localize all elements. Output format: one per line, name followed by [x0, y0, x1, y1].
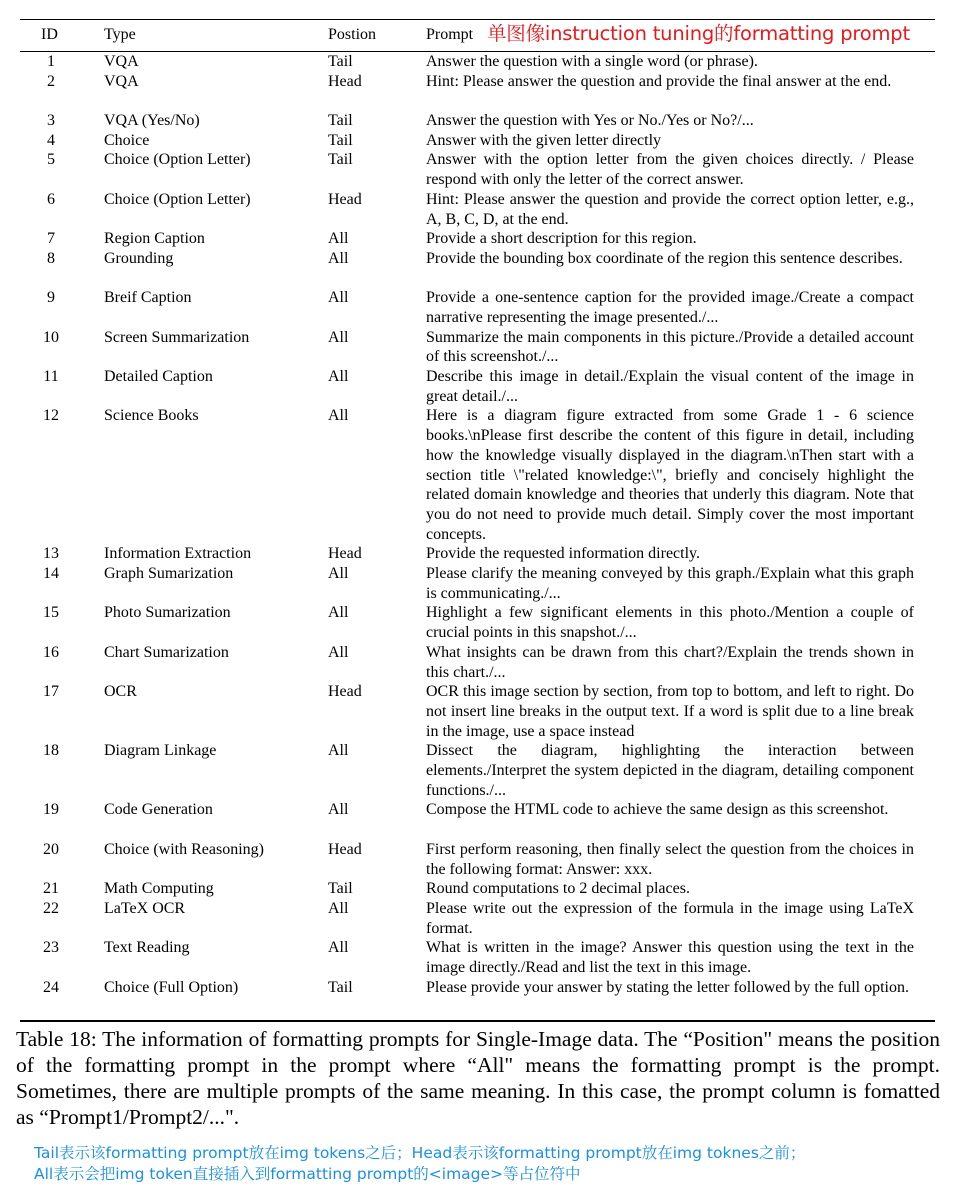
row-position: All	[328, 742, 349, 760]
row-position: Head	[328, 840, 362, 858]
table-row	[20, 72, 935, 111]
row-prompt: Highlight a few significant elements in this photo./Mention a couple of crucial points in this snapshot./...	[426, 604, 914, 642]
table-row	[20, 741, 935, 800]
row-position: All	[328, 328, 349, 346]
row-type: Text Reading	[104, 939, 190, 957]
row-position: Head	[328, 545, 362, 563]
row-position: Tail	[328, 112, 353, 130]
table-row	[20, 328, 935, 367]
table-row	[20, 249, 935, 288]
row-id: 23	[43, 939, 59, 957]
table-caption: Table 18: The information of formatting prompts for Single-Image data. The “Position" means the position of the formatting prompt in the prompt where “All" means the formatting prompt is the prompt. Sometimes, there are multiple prompts of the same meaning. In this case, the prompt column is fomatted as “Prompt1/Prompt2/...".	[16, 1027, 940, 1129]
row-position: All	[328, 899, 349, 917]
row-type: VQA (Yes/No)	[104, 112, 200, 130]
table-row	[20, 978, 935, 1017]
row-position: Head	[328, 72, 362, 90]
row-type: VQA	[104, 72, 139, 90]
row-id: 20	[43, 840, 59, 858]
row-type: Choice (Option Letter)	[104, 190, 251, 208]
row-position: Tail	[328, 880, 353, 898]
row-id: 1	[47, 53, 55, 70]
header-id: ID	[41, 26, 58, 43]
table-row	[20, 288, 935, 327]
table-row	[20, 406, 935, 544]
row-position: All	[328, 565, 349, 583]
table-row	[20, 544, 935, 564]
row-id: 5	[47, 151, 55, 169]
table-row	[20, 879, 935, 899]
row-prompt: First perform reasoning, then finally select the question from the choices in the following format: Answer: xxx.	[426, 840, 914, 878]
row-position: All	[328, 368, 349, 386]
row-type: Choice	[104, 131, 150, 149]
row-position: All	[328, 643, 349, 661]
annotation-title: 单图像instruction tuning的formatting prompt	[487, 22, 910, 45]
row-prompt: What insights can be drawn from this chart?/Explain the trends shown in this chart./...	[426, 643, 914, 681]
row-id: 22	[43, 899, 59, 917]
row-prompt: Please provide your answer by stating the letter followed by the full option.	[426, 978, 909, 996]
row-type: Choice (Option Letter)	[104, 151, 251, 169]
row-id: 24	[43, 978, 59, 996]
row-prompt: Provide the bounding box coordinate of the region this sentence describes.	[426, 249, 903, 267]
row-position: Tail	[328, 978, 353, 996]
table-row	[20, 800, 935, 839]
table-row	[20, 899, 935, 938]
row-id: 21	[43, 880, 59, 898]
row-prompt: Dissect the diagram, highlighting the interaction between elements./Interpret the system depicted in the diagram, detailing component functions./...	[426, 742, 914, 799]
row-id: 10	[43, 328, 59, 346]
row-prompt: Answer with the option letter from the given choices directly. / Please respond with only the letter of the correct answer.	[426, 151, 914, 189]
row-type: Chart Sumarization	[104, 643, 229, 661]
header-type: Type	[104, 26, 136, 43]
row-prompt: Answer the question with a single word (or phrase).	[426, 53, 758, 70]
annotation-note-line-2: All表示会把img token直接插入到formatting prompt的<image>等占位符中	[34, 1165, 581, 1183]
row-type: Choice (Full Option)	[104, 978, 239, 996]
row-position: Tail	[328, 151, 353, 169]
row-id: 7	[47, 230, 55, 248]
row-id: 4	[47, 131, 55, 149]
row-id: 19	[43, 801, 59, 819]
row-type: Screen Summarization	[104, 328, 250, 346]
row-position: Tail	[328, 53, 353, 70]
row-type: Detailed Caption	[104, 368, 213, 386]
table-row	[20, 367, 935, 406]
row-id: 18	[43, 742, 59, 760]
row-prompt: Hint: Please answer the question and provide the final answer at the end.	[426, 72, 892, 90]
row-id: 13	[43, 545, 59, 563]
row-id: 12	[43, 407, 59, 425]
row-prompt: Answer with the given letter directly	[426, 131, 662, 149]
row-prompt: Answer the question with Yes or No./Yes or No?/...	[426, 112, 754, 130]
row-position: Head	[328, 683, 362, 701]
row-position: All	[328, 939, 349, 957]
row-position: Head	[328, 190, 362, 208]
row-prompt: Summarize the main components in this picture./Provide a detailed account of this screenshot./...	[426, 328, 914, 366]
row-position: All	[328, 230, 349, 248]
row-type: Math Computing	[104, 880, 214, 898]
table-row	[20, 840, 935, 879]
row-id: 14	[43, 565, 59, 583]
row-prompt: Here is a diagram figure extracted from some Grade 1 - 6 science books.\nPlease first describe the content of this figure in detail, including how the knowledge visually displayed in the diagram.\nThen start with a section title \"related knowledge:\", briefly and concisely highlight the related domain knowledge and theories that underly this diagram. Note that you do not need to provide much detail. Simply cover the most important concepts.	[426, 407, 914, 543]
table-row	[20, 938, 935, 977]
row-type: Region Caption	[104, 230, 205, 248]
row-type: Choice (with Reasoning)	[104, 840, 264, 858]
row-prompt: Provide the requested information directly.	[426, 545, 700, 563]
row-id: 15	[43, 604, 59, 622]
row-type: Grounding	[104, 249, 174, 267]
table-bottom-rule	[20, 1020, 935, 1022]
row-prompt: Hint: Please answer the question and provide the correct option letter, e.g., A, B, C, D, at the end.	[426, 190, 914, 228]
row-prompt: Provide a one-sentence caption for the provided image./Create a compact narrative representing the image presented./...	[426, 289, 914, 327]
row-type: Diagram Linkage	[104, 742, 217, 760]
row-id: 16	[43, 643, 59, 661]
row-type: OCR	[104, 683, 137, 701]
table-row	[20, 150, 935, 189]
row-prompt: Describe this image in detail./Explain the visual content of the image in great detail./...	[426, 368, 914, 405]
table-body	[20, 52, 935, 1017]
row-type: Information Extraction	[104, 545, 252, 563]
header-prompt: Prompt	[426, 26, 474, 43]
row-id: 6	[47, 190, 55, 208]
row-position: Tail	[328, 131, 353, 149]
annotation-note-line-1: Tail表示该formatting prompt放在img tokens之后；Head表示该formatting prompt放在img toknes之前；	[34, 1144, 806, 1162]
row-position: All	[328, 604, 349, 622]
table-row	[20, 603, 935, 642]
row-type: Photo Sumarization	[104, 604, 231, 622]
row-prompt: Compose the HTML code to achieve the same design as this screenshot.	[426, 801, 889, 819]
row-id: 11	[43, 368, 59, 386]
header-position: Postion	[328, 26, 377, 43]
row-id: 9	[47, 289, 55, 307]
row-position: All	[328, 249, 349, 267]
row-id: 3	[47, 112, 55, 130]
table-row	[20, 52, 935, 72]
row-prompt: Round computations to 2 decimal places.	[426, 880, 690, 898]
row-position: All	[328, 289, 349, 307]
row-prompt: Please clarify the meaning conveyed by this graph./Explain what this graph is communicating./...	[426, 565, 914, 602]
row-prompt: OCR this image section by section, from top to bottom, and left to right. Do not insert line breaks in the output text. If a word is split due to a line break in the image, use a space instead	[426, 683, 914, 740]
row-type: VQA	[104, 53, 139, 70]
table-row	[20, 190, 935, 229]
row-prompt: What is written in the image? Answer this question using the text in the image directly./Read and list the text in this image.	[426, 939, 914, 976]
row-type: Breif Caption	[104, 289, 192, 307]
table-row	[20, 131, 935, 151]
table-row	[20, 564, 935, 603]
table-row	[20, 229, 935, 249]
row-type: Graph Sumarization	[104, 565, 234, 583]
row-prompt: Please write out the expression of the formula in the image using LaTeX format.	[426, 899, 914, 937]
row-id: 8	[47, 249, 55, 267]
row-position: All	[328, 407, 349, 425]
row-id: 17	[43, 683, 59, 701]
table-row	[20, 643, 935, 682]
row-id: 2	[47, 72, 55, 90]
row-type: Code Generation	[104, 801, 213, 819]
row-type: LaTeX OCR	[104, 899, 186, 917]
table-row	[20, 682, 935, 741]
row-position: All	[328, 801, 349, 819]
table-row	[20, 111, 935, 131]
row-type: Science Books	[104, 407, 199, 425]
row-prompt: Provide a short description for this region.	[426, 230, 697, 248]
